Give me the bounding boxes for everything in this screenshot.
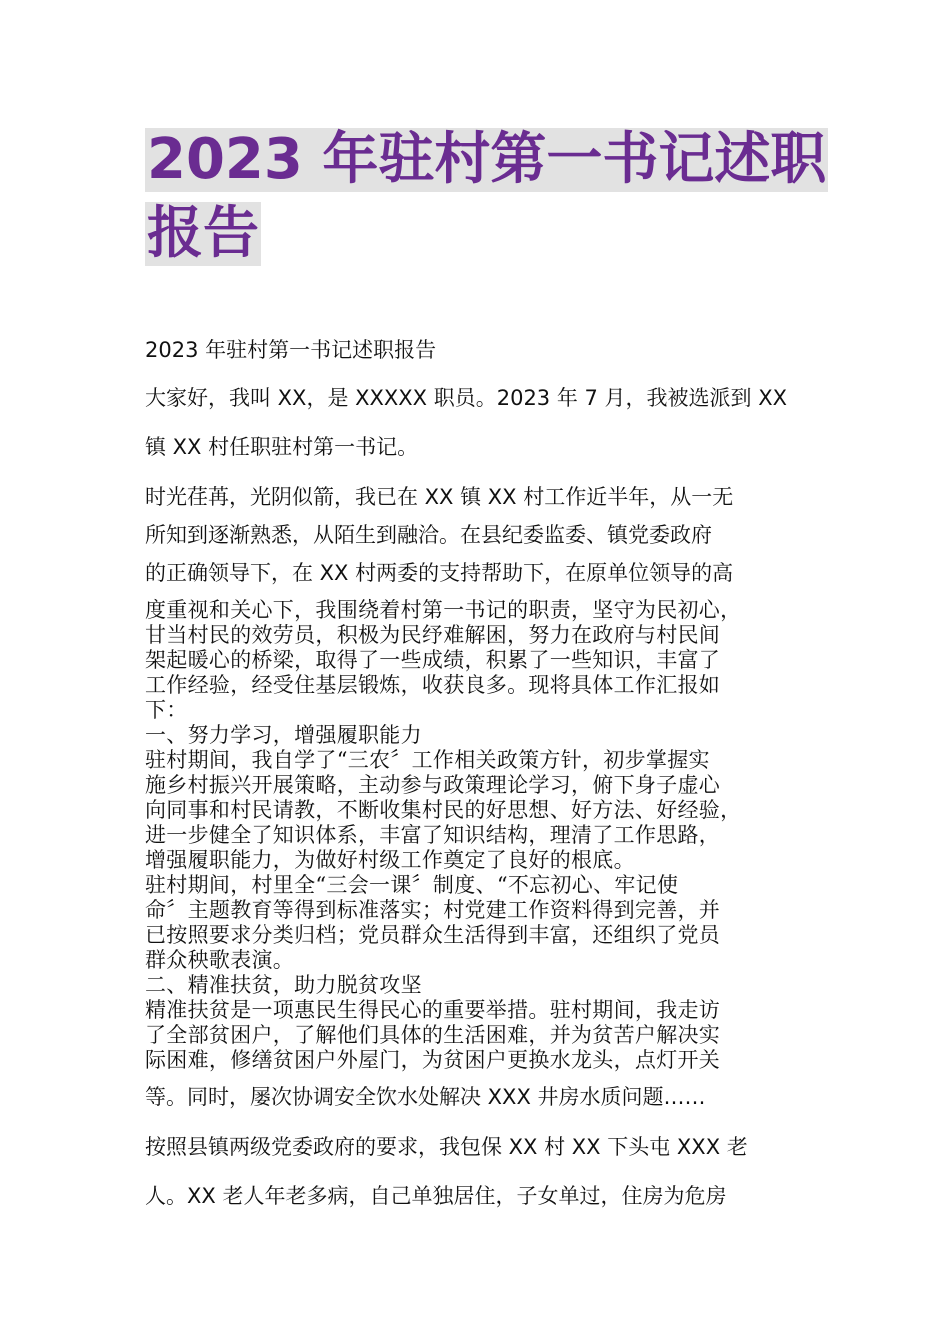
- body-line: 工作经验，经受住基层锻炼，收获良多。现将具体工作汇报如: [145, 673, 721, 697]
- body-line: 下：: [145, 698, 188, 722]
- body-line: 施乡村振兴开展策略，主动参与政策理论学习，俯下身子虚心: [145, 773, 721, 797]
- body-line: 等。同时，屡次协调安全饮水处解决 XXX 井房水质问题……: [145, 1085, 706, 1109]
- body-line: 按照县镇两级党委政府的要求，我包保 XX 村 XX 下头屯 XXX 老: [145, 1135, 748, 1159]
- body-line: 度重视和关心下，我围绕着村第一书记的职责，坚守为民初心，: [145, 598, 742, 622]
- body-line: 命〞主题教育等得到标准落实；村党建工作资料得到完善，并: [145, 898, 721, 922]
- body-line: 了全部贫困户，了解他们具体的生活困难，并为贫苦户解决实: [145, 1023, 721, 1047]
- body-line: 架起暖心的桥梁，取得了一些成绩，积累了一些知识，丰富了: [145, 648, 721, 672]
- body-line: 人。XX 老人年老多病，自己单独居住，子女单过，住房为危房: [145, 1184, 727, 1208]
- body-line: 大家好，我叫 XX，是 XXXXX 职员。2023 年 7 月，我被选派到 XX: [145, 386, 788, 410]
- document-title-line-2: 报告: [147, 201, 259, 266]
- body-line: 进一步健全了知识体系，丰富了知识结构，理清了工作思路，: [145, 823, 721, 847]
- body-line: 群众秧歌表演。: [145, 948, 295, 972]
- body-line: 际困难，修缮贫困户外屋门，为贫困户更换水龙头，点灯开关: [145, 1048, 721, 1072]
- body-line: 甘当村民的效劳员，积极为民纾难解困，努力在政府与村民间: [145, 623, 721, 647]
- body-line: 的正确领导下，在 XX 村两委的支持帮助下，在原单位领导的高: [145, 561, 734, 585]
- body-line: 精准扶贫是一项惠民生得民心的重要举措。驻村期间，我走访: [145, 998, 721, 1022]
- section-heading-1: 一、努力学习，增强履职能力: [145, 723, 422, 747]
- body-line: 已按照要求分类归档；党员群众生活得到丰富，还组织了党员: [145, 923, 721, 947]
- body-line: 向同事和村民请教，不断收集村民的好思想、好方法、好经验，: [145, 798, 742, 822]
- body-line: 镇 XX 村任职驻村第一书记。: [145, 435, 419, 459]
- document-title-line-1: 2023 年驻村第一书记述职: [147, 127, 827, 192]
- subtitle: 2023 年驻村第一书记述职报告: [145, 338, 437, 362]
- body-line: 所知到逐渐熟悉，从陌生到融洽。在县纪委监委、镇党委政府: [145, 523, 712, 547]
- body-line: 增强履职能力，为做好村级工作奠定了良好的根底。: [145, 848, 635, 872]
- section-heading-2: 二、精准扶贫，助力脱贫攻坚: [145, 973, 422, 997]
- body-line: 驻村期间，村里全“三会一课〞制度、“不忘初心、牢记使: [145, 873, 679, 897]
- body-line: 时光荏苒，光阴似箭，我已在 XX 镇 XX 村工作近半年，从一无: [145, 485, 734, 509]
- body-line: 驻村期间，我自学了“三农〞工作相关政策方针，初步掌握实: [145, 748, 710, 772]
